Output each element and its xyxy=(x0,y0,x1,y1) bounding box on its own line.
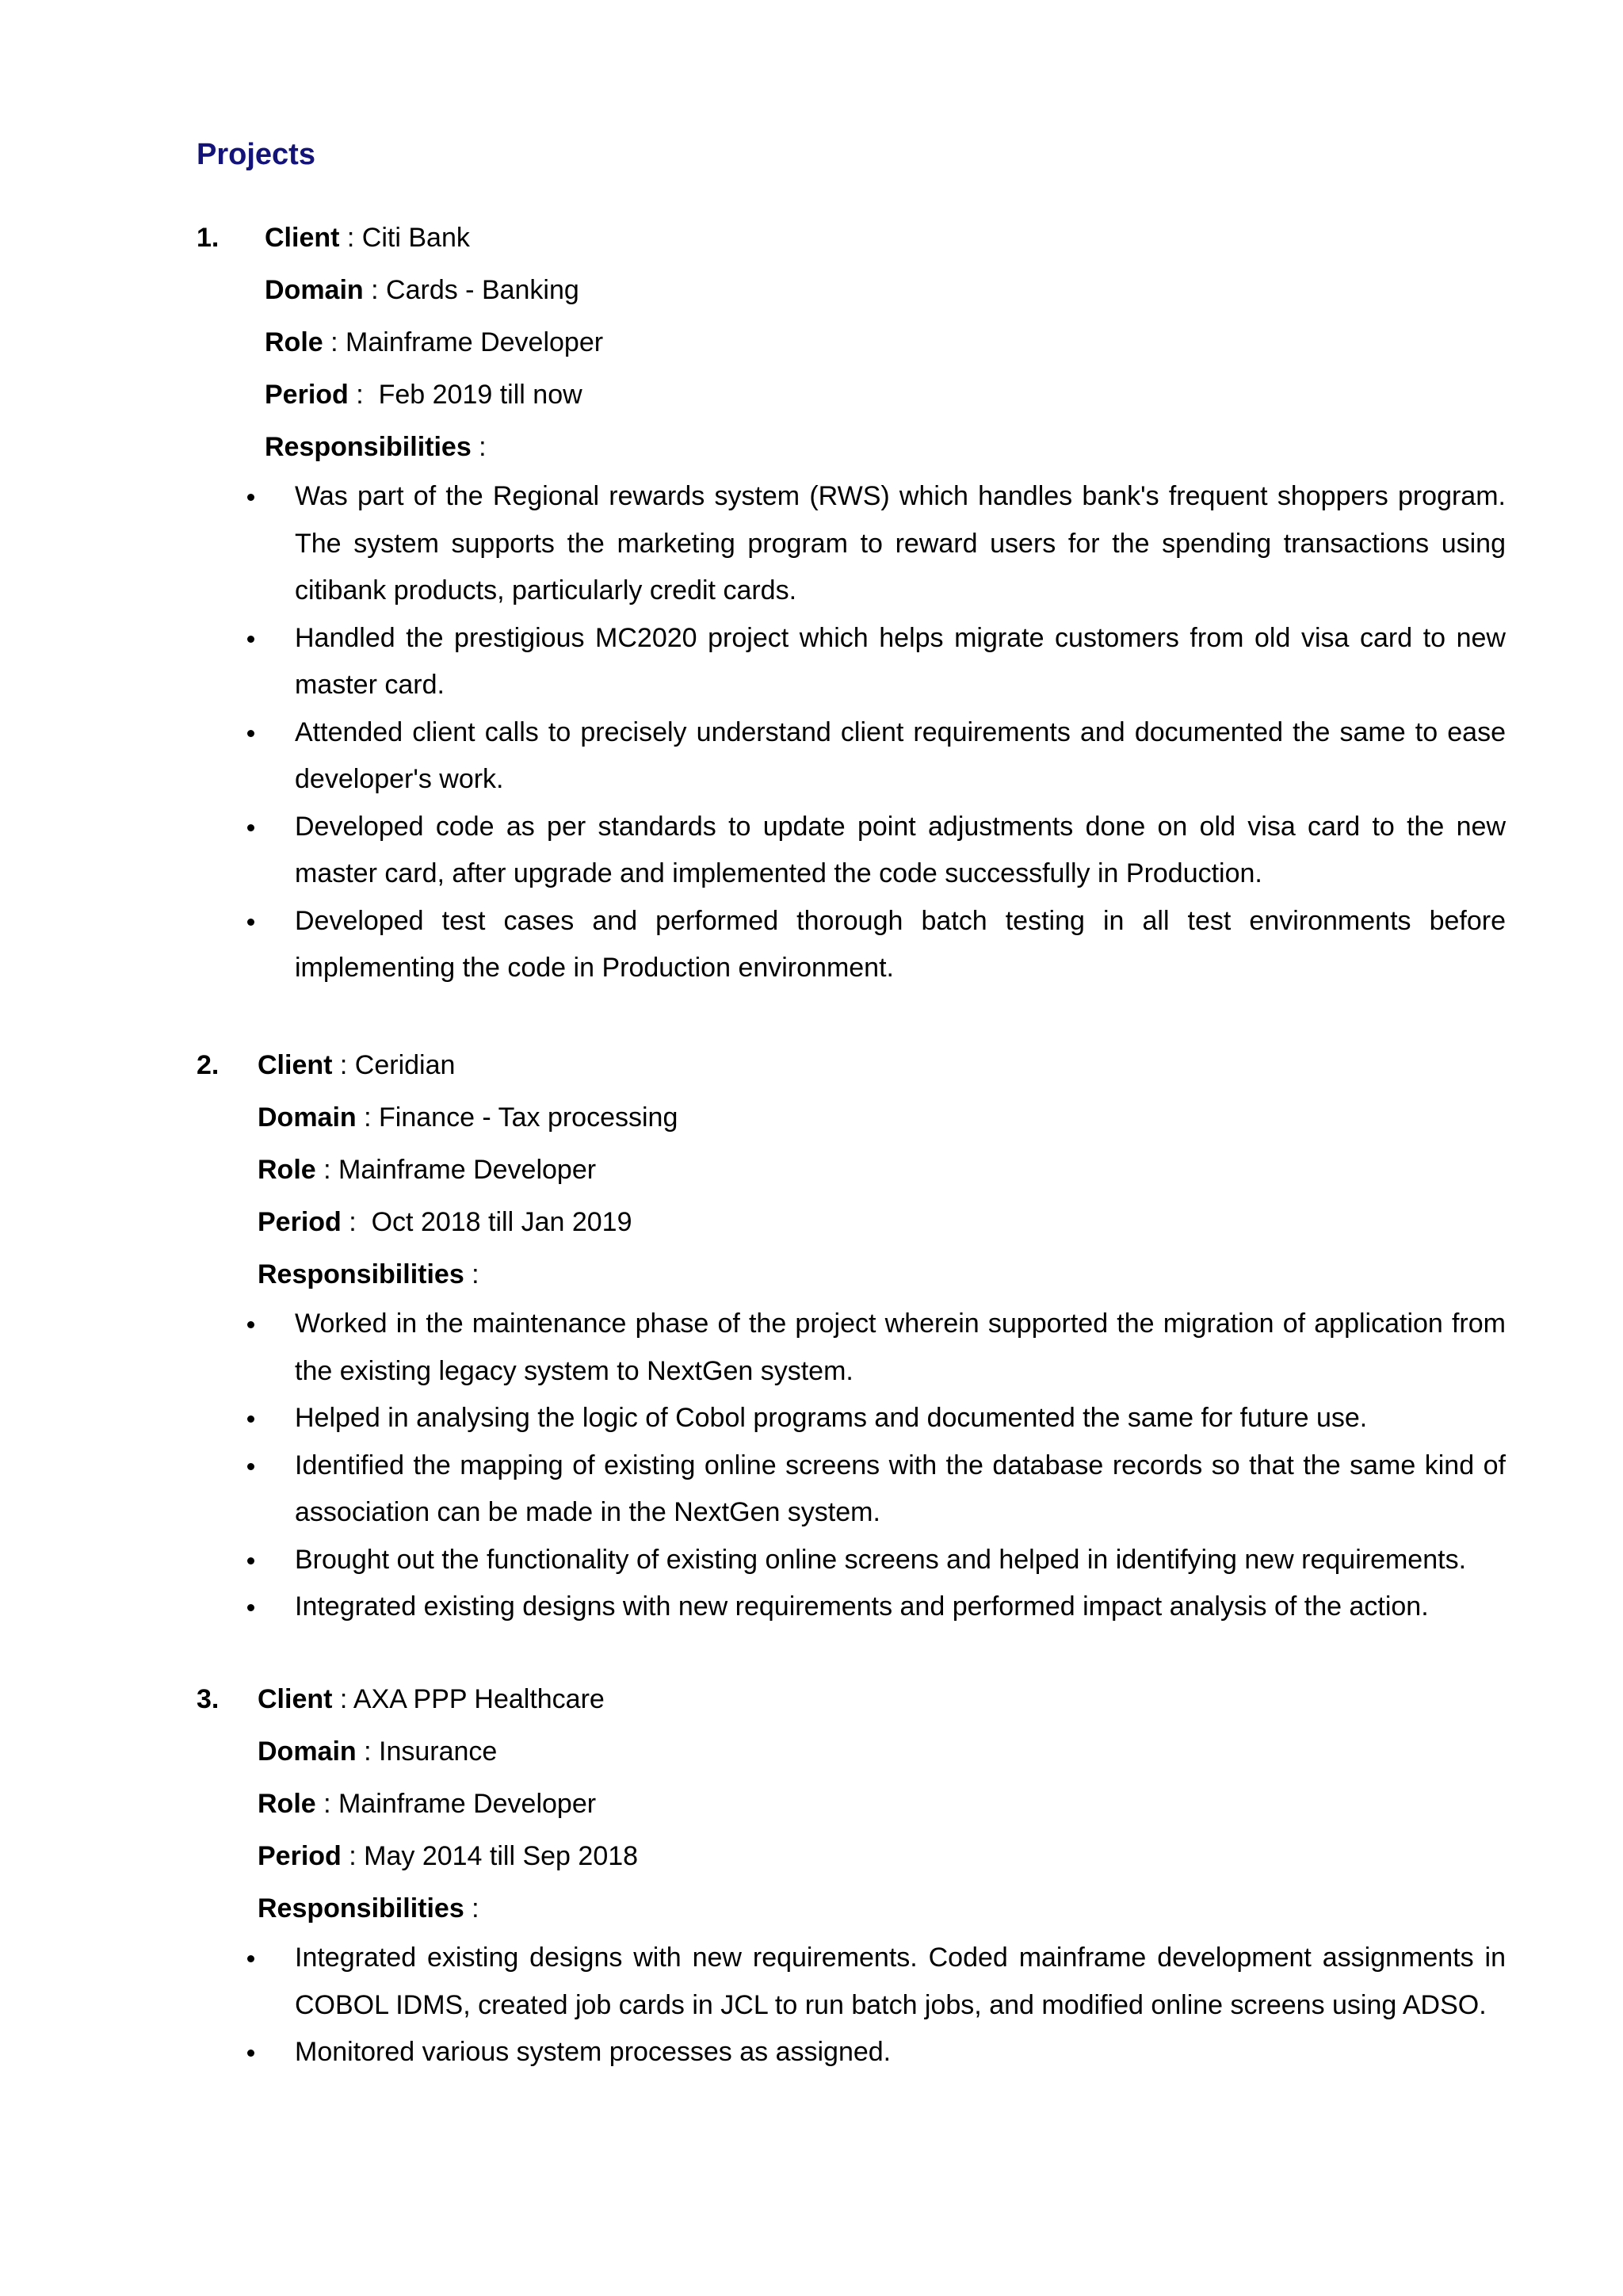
bullet-icon xyxy=(247,1321,254,1328)
project-number: 1. xyxy=(197,223,220,253)
domain-value: Insurance xyxy=(379,1736,498,1767)
role-label: Role xyxy=(258,1789,316,1819)
client-label: Client xyxy=(258,1684,333,1714)
list-item: Attended client calls to precisely understand client requirements and documented the same to ease developer's work. xyxy=(0,709,1623,804)
list-item: Helped in analysing the logic of Cobol programs and documented the same for future use. xyxy=(0,1395,1623,1442)
list-item: Was part of the Regional rewards system (RWS) which handles bank's frequent shoppers program. The system supports the marketing program to reward users for the spending transactions using citibank products, particularly credit cards. xyxy=(0,473,1623,615)
domain-field: Domain : Cards - Banking xyxy=(265,275,579,305)
domain-label: Domain xyxy=(265,275,364,305)
role-value: Mainframe Developer xyxy=(338,1789,597,1819)
client-label: Client xyxy=(258,1050,333,1080)
bullet-icon xyxy=(247,824,254,831)
responsibilities-list xyxy=(0,473,1623,992)
period-value: Feb 2019 till now xyxy=(378,380,582,410)
responsibilities-label: Responsibilities xyxy=(265,432,472,462)
bullet-icon xyxy=(247,2050,254,2057)
bullet-icon xyxy=(247,1604,254,1611)
period-value: May 2014 till Sep 2018 xyxy=(364,1841,639,1871)
domain-field: Domain : Finance - Tax processing xyxy=(258,1102,678,1133)
client-value: AXA PPP Healthcare xyxy=(353,1684,605,1714)
project-number: 3. xyxy=(197,1684,220,1714)
project-number: 2. xyxy=(197,1050,220,1080)
responsibilities-list xyxy=(0,1301,1623,1631)
section-heading: Projects xyxy=(197,138,315,171)
responsibilities-field: Responsibilities : xyxy=(258,1259,479,1289)
period-field: Period : Feb 2019 till now xyxy=(265,380,582,410)
period-field: Period : May 2014 till Sep 2018 xyxy=(258,1841,639,1871)
period-label: Period xyxy=(258,1207,342,1237)
bullet-icon xyxy=(247,919,254,926)
bullet-icon xyxy=(247,1463,254,1470)
role-label: Role xyxy=(265,327,323,357)
list-item: Developed test cases and performed thorough batch testing in all test environments before implementing the code in Production environment. xyxy=(0,898,1623,992)
client-label: Client xyxy=(265,223,340,253)
responsibilities-field: Responsibilities : xyxy=(265,432,487,462)
list-item: Worked in the maintenance phase of the project wherein supported the migration of application from the existing legacy system to NextGen system. xyxy=(0,1301,1623,1395)
list-item: Brought out the functionality of existing online screens and helped in identifying new requirements. xyxy=(0,1537,1623,1584)
responsibilities-field: Responsibilities : xyxy=(258,1893,479,1924)
list-item: Handled the prestigious MC2020 project which helps migrate customers from old visa card to new master card. xyxy=(0,615,1623,709)
domain-value: Cards - Banking xyxy=(386,275,579,305)
bullet-icon xyxy=(247,1557,254,1564)
role-field: Role : Mainframe Developer xyxy=(258,1789,597,1819)
period-value: Oct 2018 till Jan 2019 xyxy=(371,1207,632,1237)
role-label: Role xyxy=(258,1155,316,1185)
bullet-icon xyxy=(247,1415,254,1423)
domain-field: Domain : Insurance xyxy=(258,1736,498,1767)
list-item: Monitored various system processes as assigned. xyxy=(0,2029,1623,2076)
responsibilities-label: Responsibilities xyxy=(258,1259,464,1289)
bullet-icon xyxy=(247,494,254,501)
domain-value: Finance - Tax processing xyxy=(379,1102,678,1133)
period-label: Period xyxy=(258,1841,342,1871)
list-item: Integrated existing designs with new requirements and performed impact analysis of the action. xyxy=(0,1584,1623,1631)
list-item: Developed code as per standards to update point adjustments done on old visa card to the new master card, after upgrade and implemented the code successfully in Production. xyxy=(0,804,1623,898)
responsibilities-list xyxy=(0,1935,1623,2076)
client-value: Ceridian xyxy=(354,1050,456,1080)
domain-label: Domain xyxy=(258,1102,357,1133)
client-field: Client : AXA PPP Healthcare xyxy=(258,1684,605,1714)
list-item: Identified the mapping of existing online screens with the database records so that the same kind of association can be made in the NextGen system. xyxy=(0,1442,1623,1537)
bullet-icon xyxy=(247,730,254,737)
list-item: Integrated existing designs with new requirements. Coded mainframe development assignments in COBOL IDMS, created job cards in JCL to run batch jobs, and modified online screens using ADSO. xyxy=(0,1935,1623,2029)
domain-label: Domain xyxy=(258,1736,357,1767)
client-value: Citi Bank xyxy=(361,223,470,253)
role-field: Role : Mainframe Developer xyxy=(265,327,604,357)
role-value: Mainframe Developer xyxy=(338,1155,597,1185)
client-field: Client : Ceridian xyxy=(258,1050,456,1080)
client-field: Client : Citi Bank xyxy=(265,223,470,253)
period-label: Period xyxy=(265,380,349,410)
role-value: Mainframe Developer xyxy=(346,327,604,357)
period-field: Period : Oct 2018 till Jan 2019 xyxy=(258,1207,632,1237)
bullet-icon xyxy=(247,1955,254,1962)
role-field: Role : Mainframe Developer xyxy=(258,1155,597,1185)
bullet-icon xyxy=(247,636,254,643)
responsibilities-label: Responsibilities xyxy=(258,1893,464,1924)
